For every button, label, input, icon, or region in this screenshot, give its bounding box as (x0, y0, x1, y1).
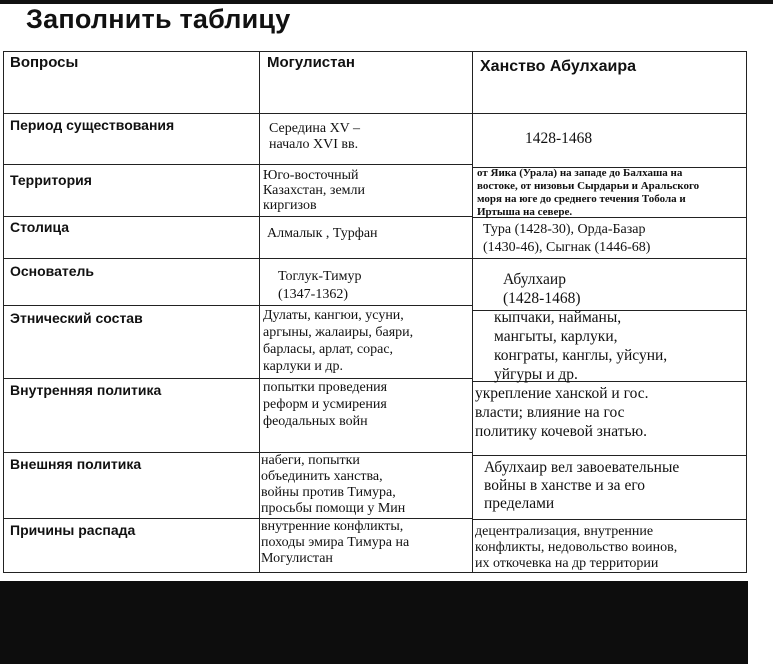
header-questions: Вопросы (10, 54, 79, 71)
bottom-black-band (0, 581, 773, 664)
cell-mogulistan-collapse: внутренние конфликты, походы эмира Тимура на Могулистан (261, 519, 410, 566)
cell-abulkhair-capital: Тура (1428-30), Орда-Базар (1430-46), Сыгнак (1446-68) (483, 222, 651, 255)
row-label-capital: Столица (10, 219, 70, 235)
row-label-founder: Основатель (10, 263, 95, 279)
cell-mogulistan-founder: Тоглук-Тимур (1347-1362) (278, 269, 362, 302)
cell-mogulistan-ethnic: Дулаты, кангюи, усуни, аргыны, жалаиры, баяри, барласы, арлат, сорас, карлуки и др. (263, 308, 414, 374)
cell-abulkhair-internal: укрепление ханской и гос. власти; влияние на гос политику кочевой знатью. (475, 385, 649, 440)
header-mogulistan: Могулистан (267, 54, 355, 71)
header-abulkhair: Ханство Абулхаира (480, 58, 636, 75)
comparison-table (3, 51, 747, 573)
cell-mogulistan-foreign: набеги, попытки объединить ханства, войны против Тимура, просьбы помощи у Мин (261, 453, 406, 516)
cell-abulkhair-foreign: Абулхаир вел завоевательные войны в ханстве и за его пределами (484, 459, 680, 512)
cell-abulkhair-period: 1428-1468 (525, 130, 593, 147)
row-label-internal-policy: Внутренняя политика (10, 382, 162, 398)
page-title: Заполнить таблицу (26, 4, 291, 34)
row-label-ethnic: Этнический состав (10, 310, 143, 326)
cell-mogulistan-internal: попытки проведения реформ и усмирения феодальных войн (263, 380, 388, 429)
row-label-territory: Территория (10, 172, 92, 188)
cell-abulkhair-collapse: децентрализация, внутренние конфликты, недовольство воинов, их откочевка на др территории (475, 524, 678, 571)
cell-abulkhair-founder: Абулхаир (1428-1468) (503, 271, 581, 307)
cell-mogulistan-territory: Юго-восточный Казахстан, земли киргизов (263, 168, 365, 213)
cell-abulkhair-territory: от Яика (Урала) на западе до Балхаша на востоке, от низовьи Сырдарьи и Аральского моря на юге до среднего течения Тобола и Иртыша на севере. (477, 167, 700, 218)
row-label-period: Период существования (10, 117, 175, 133)
bottom-right-white-strip (748, 581, 773, 664)
row-label-foreign-policy: Внешняя политика (10, 456, 142, 472)
cell-mogulistan-period: Середина XV – начало XVI вв. (269, 121, 361, 152)
cell-abulkhair-ethnic: кыпчаки, найманы, мангыты, карлуки, конграты, канглы, уйсуни, уйгуры и др. (494, 309, 668, 383)
cell-mogulistan-capital: Алмалык , Турфан (267, 226, 378, 241)
row-label-collapse: Причины распада (10, 522, 136, 538)
